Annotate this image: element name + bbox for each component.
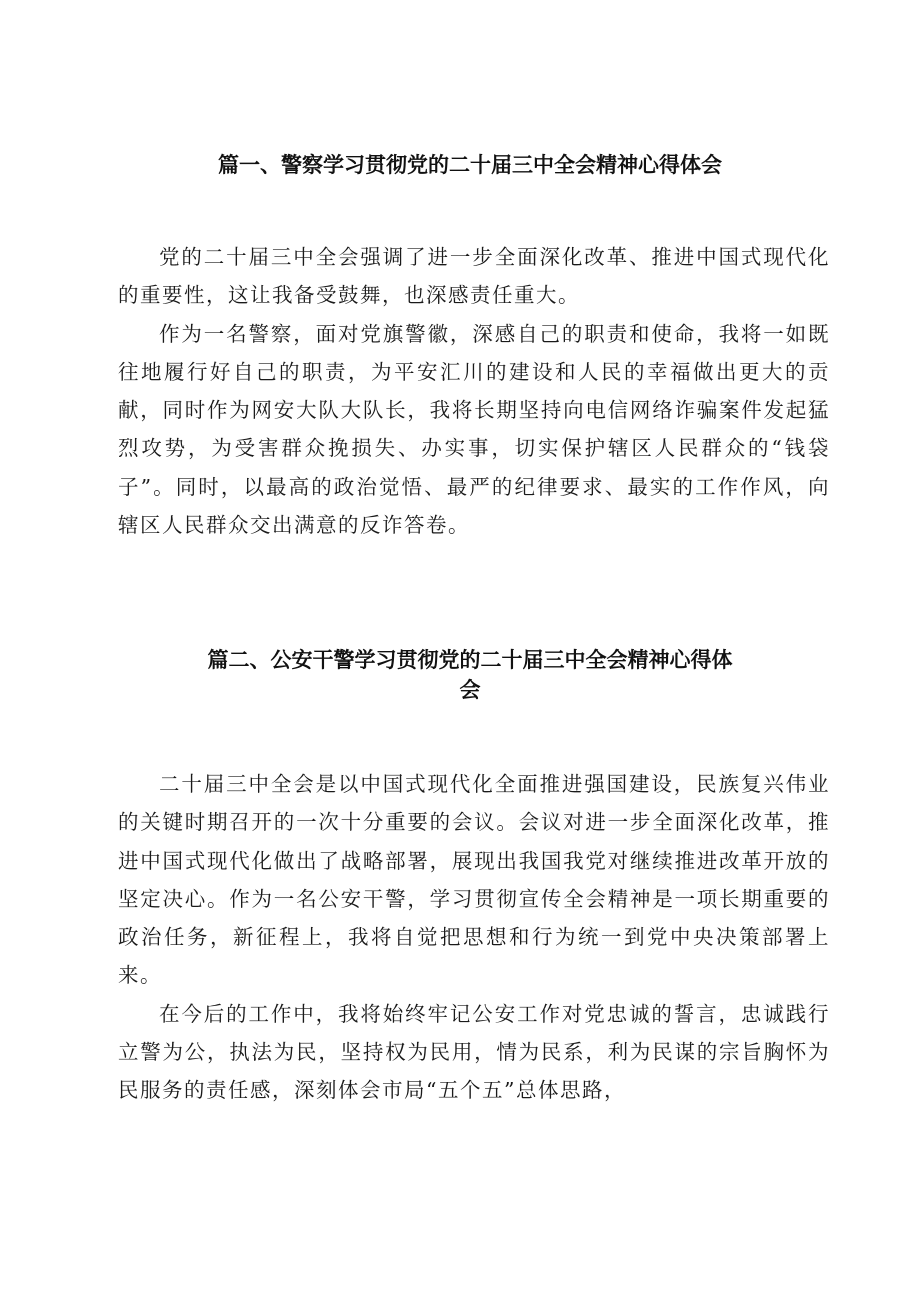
- section-2-paragraph-2: 在今后的工作中，我将始终牢记公安工作对党忠诚的誓言，忠诚践行立警为公，执法为民，坚持权为民用，情为民系，利为民谋的宗旨胸怀为民服务的责任感，深刻体会市局“五个五”总体思路，: [118, 1001, 830, 1103]
- section-1-paragraph-1: 党的二十届三中全会强调了进一步全面深化改革、推进中国式现代化的重要性，这让我备受鼓舞，也深感责任重大。: [118, 245, 830, 308]
- section-2-heading-line-2: 会: [459, 678, 481, 702]
- section-2-body: [118, 765, 830, 1110]
- section-1-paragraph-2: 作为一名警察，面对党旗警徽，深感自己的职责和使命，我将一如既往地履行好自己的职责，为平安汇川的建设和人民的幸福做出更大的贡献，同时作为网安大队大队长，我将长期坚持向电信网络诈骗案件发起猛烈攻势，为受害群众挽损失、办实事，切实保护辖区人民群众的“钱袋子”。同时，以最高的政治觉悟、最严的纪律要求、最实的工作作风，向辖区人民群众交出满意的反诈答卷。: [118, 321, 830, 538]
- section-2-heading-line-1: 篇二、公安干警学习贯彻党的二十届三中全会精神心得体: [207, 648, 733, 672]
- section-2-paragraph-1: 二十届三中全会是以中国式现代化全面推进强国建设，民族复兴伟业的关键时期召开的一次十分重要的会议。会议对进一步全面深化改革，推进中国式现代化做出了战略部署，展现出我国我党对继续推进改革开放的坚定决心。作为一名公安干警，学习贯彻宣传全会精神是一项长期重要的政治任务，新征程上，我将自觉把思想和行为统一到党中央决策部署上来。: [118, 772, 830, 988]
- section-1-heading: 篇一、警察学习贯彻党的二十届三中全会精神心得体会: [218, 153, 722, 177]
- section-1-body: [118, 238, 830, 544]
- section-2-heading: [120, 645, 820, 705]
